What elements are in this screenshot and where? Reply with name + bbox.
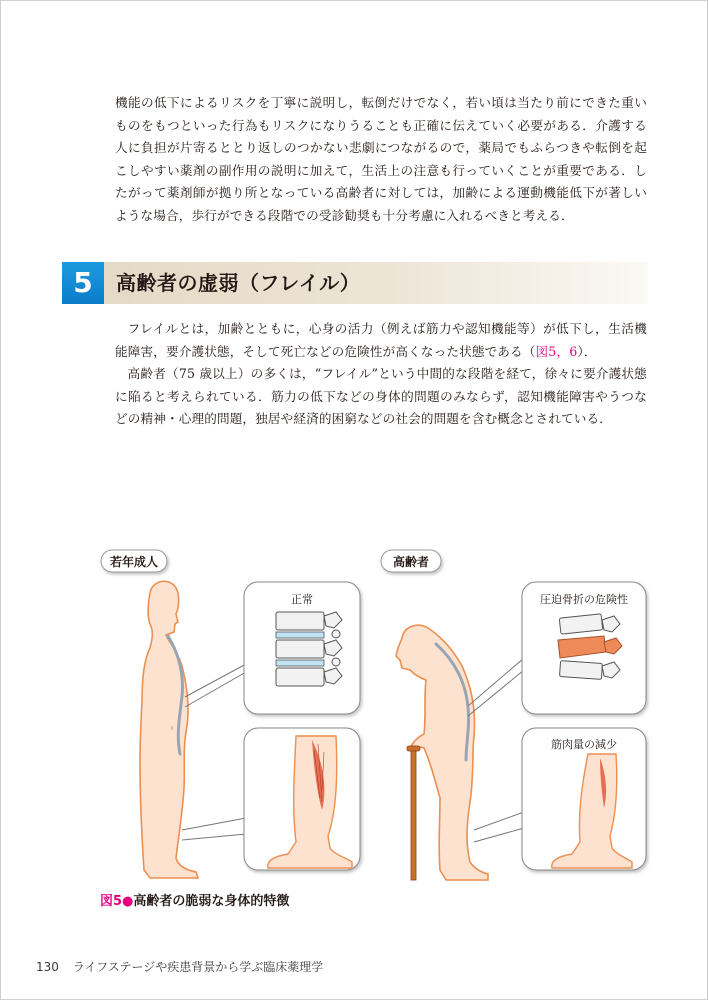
- body-paragraph-1-text: フレイルとは，加齢とともに，心身の活力（例えば筋力や認知機能等）が低下し，生活機能障害，要介護状態，そして死亡などの危険性が高くなった状態である（: [115, 321, 647, 359]
- callout-line-spine-young: [185, 664, 246, 697]
- figure-caption: [100, 890, 289, 909]
- callout-muscle-label: 筋肉量の減少: [551, 738, 617, 751]
- elderly-figure: [396, 625, 524, 880]
- book-title: ライフステージや疾患背景から学ぶ臨床薬理学: [72, 960, 324, 974]
- section-number: 5: [62, 262, 104, 304]
- callout-normal-label: 正常: [291, 593, 313, 606]
- label-elderly: [381, 550, 441, 572]
- callout-line-leg-elderly-2: [474, 828, 524, 842]
- figure-caption-number: 図5: [100, 894, 123, 909]
- page-footer: [36, 958, 323, 975]
- callout-line-leg-elderly: [474, 812, 524, 830]
- figure-caption-title: 高齢者の脆弱な身体的特徴: [133, 894, 290, 909]
- label-elderly-text: 高齢者: [392, 555, 430, 569]
- callout-muscle-loss: [522, 728, 646, 870]
- intro-paragraph: 機能の低下によるリスクを丁寧に説明し，転倒だけでなく，若い頃は当たり前にできた重いものをもつといった行為もリスクになりうることも正確に伝えていく必要がある．介護する人に負担が片寄るととり返しのつかない悲劇につながるので，薬局でもふらつきや転倒を起こしやすい薬剤の副作用の説明に加えて，生活上の注意も行っていくことが重要である．したがって薬剤師が拠り所となっている高齢者に対しては，加齢による運動機能低下が著しいような場合，歩行ができる段階での受診勧奨も十分考慮に入れるべきと考える．: [115, 95, 647, 223]
- figure-caption-bullet: ●: [122, 894, 134, 909]
- young-body-outline: [140, 581, 198, 878]
- callout-line-leg-young: [182, 818, 246, 830]
- callout-line-spine-young-2: [185, 672, 246, 707]
- young-adult-figure: [140, 581, 246, 878]
- callout-normal-spine: [244, 582, 360, 714]
- figure-reference-link[interactable]: 図5，6: [535, 343, 578, 359]
- callout-line-spine-elderly: [468, 658, 524, 706]
- label-young-adult-text: 若年成人: [109, 555, 159, 569]
- cane-handle: [407, 746, 420, 751]
- callout-fracture-label: 圧迫骨折の危険性: [540, 593, 628, 606]
- figure-5-illustration: [0, 540, 708, 890]
- page-number: 130: [36, 960, 59, 974]
- callout-compression-fracture: [522, 582, 646, 714]
- section-body: [115, 318, 647, 431]
- label-young-adult: [101, 550, 167, 572]
- fractured-vertebrae-icon: [558, 614, 622, 680]
- body-paragraph-1-end: ）．: [577, 343, 597, 359]
- body-paragraph-2: 高齢者（75 歳以上）の多くは，“フレイル”という中間的な段階を経て，徐々に要介護状態に陥ると考えられている．筋力の低下などの身体的問題のみならず，認知機能障害やうつなどの精神・心理的問題，独居や経済的困窮などの社会的問題を含む概念とされている．: [115, 366, 647, 427]
- callout-line-leg-young-2: [182, 834, 246, 840]
- body-paragraph-1: [115, 318, 647, 363]
- normal-vertebrae-icon: [276, 612, 342, 686]
- callout-line-spine-elderly-2: [468, 670, 524, 716]
- callout-young-leg: [244, 728, 360, 870]
- walking-cane: [411, 746, 416, 880]
- section-title: 高齢者の虚弱（フレイル）: [116, 271, 361, 295]
